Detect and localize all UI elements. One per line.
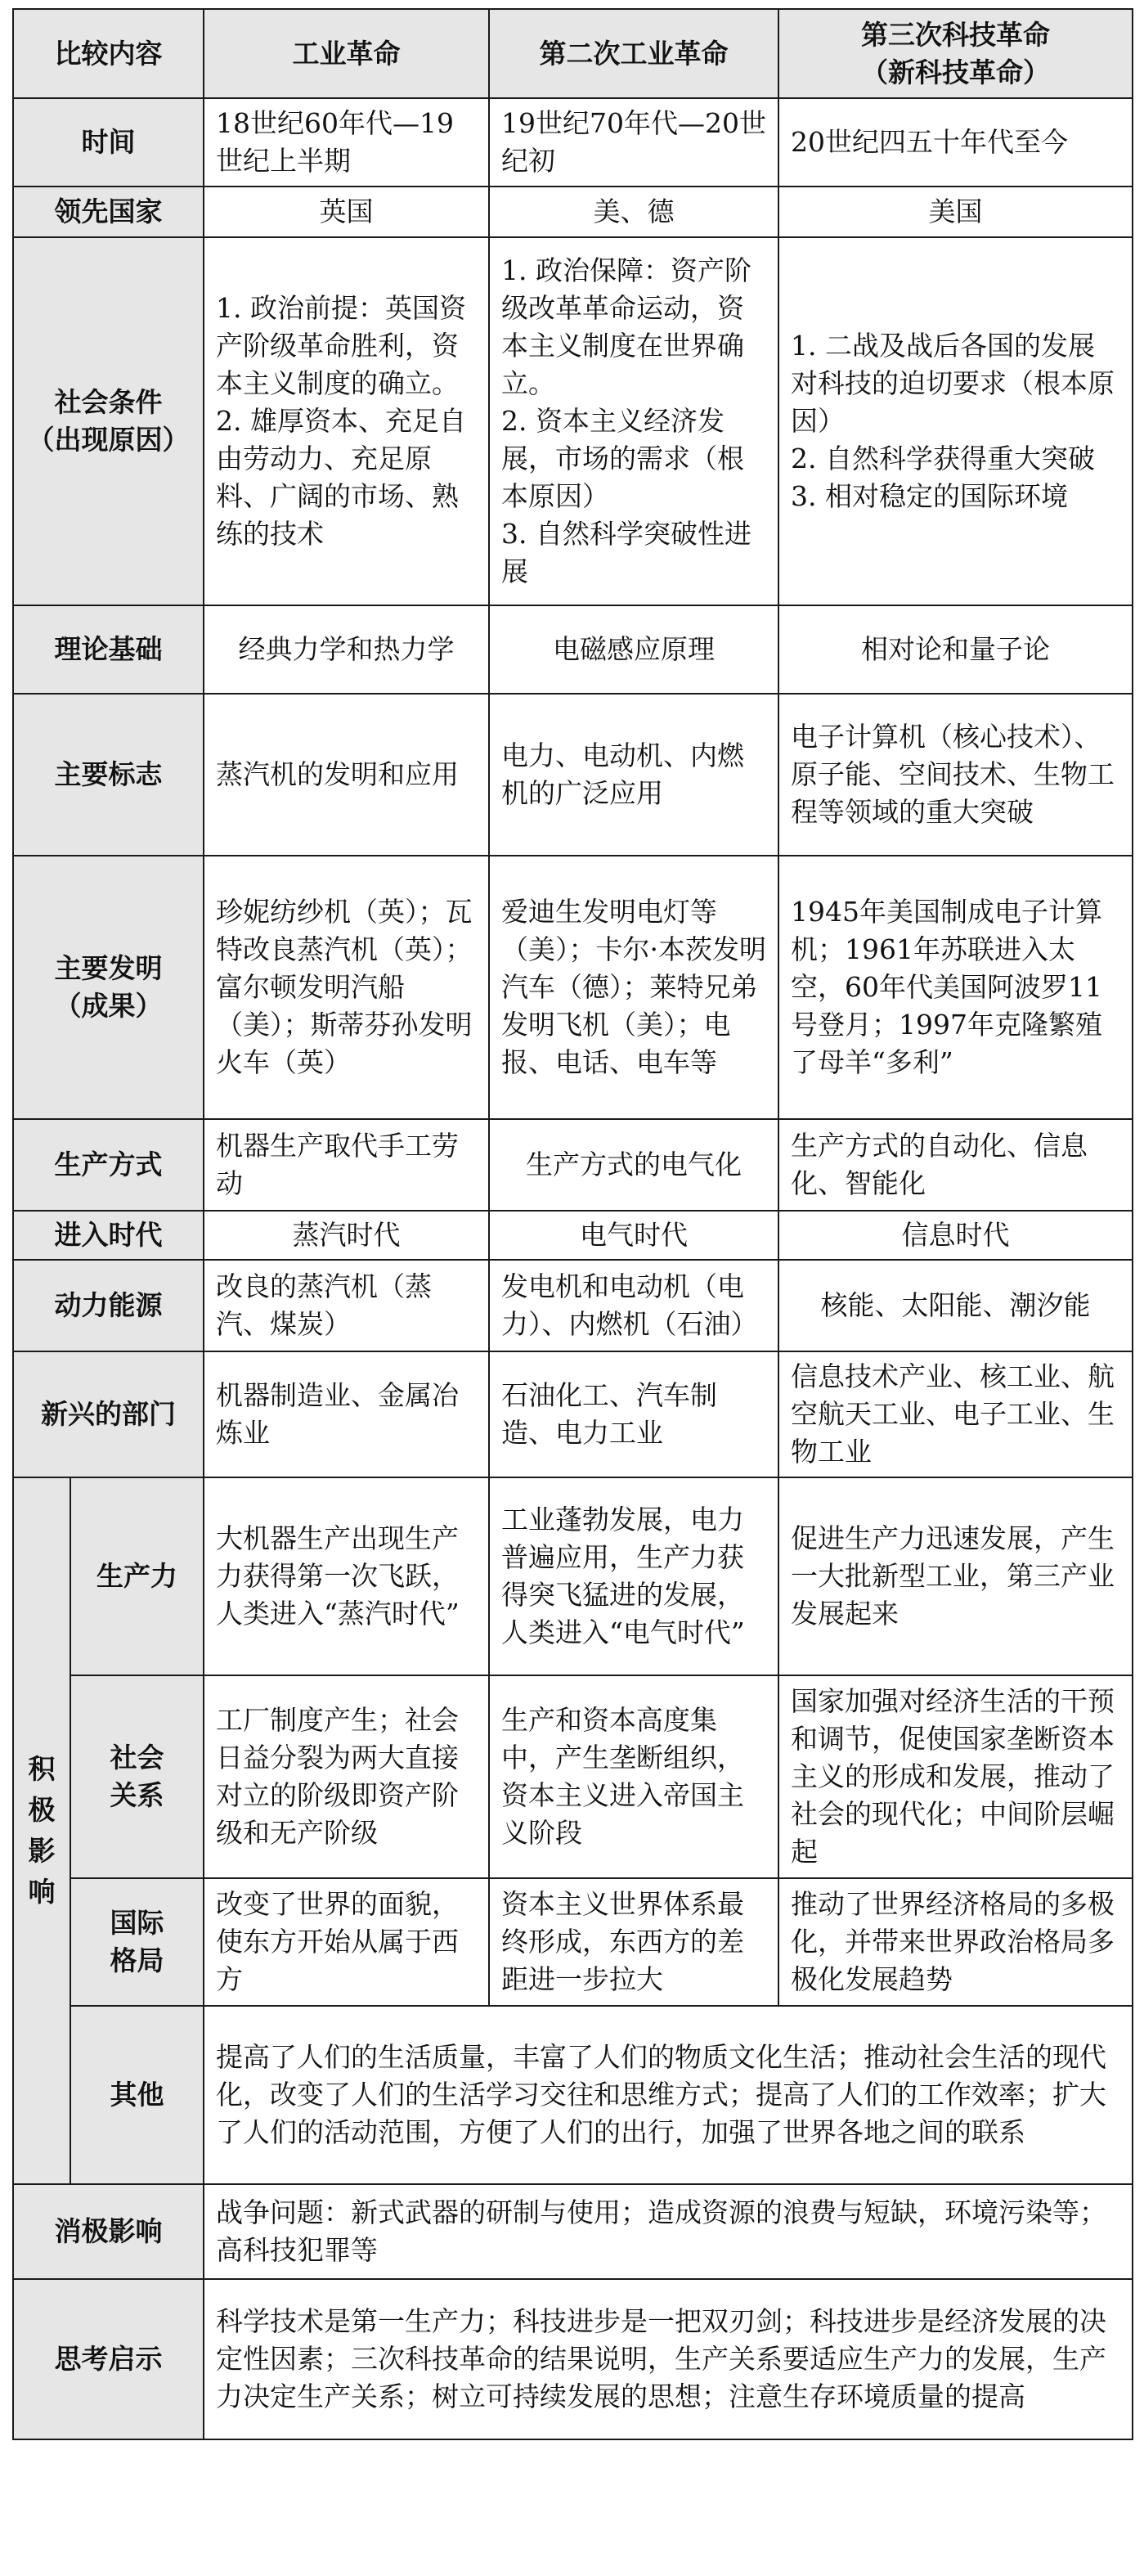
row-new-sectors-label: 新兴的部门 <box>13 1351 204 1477</box>
row-conditions-label-sub: （出现原因） <box>27 424 190 456</box>
row-main-symbol-c1: 蒸汽机的发明和应用 <box>204 694 489 856</box>
header-col-revolution-1 <box>204 9 489 98</box>
row-main-symbol-label: 主要标志 <box>13 694 204 856</box>
row-positive-other <box>13 2006 1133 2184</box>
row-positive-social-c1: 工厂制度产生；社会日益分裂为两大直接对立的阶级即资产阶级和无产阶级 <box>204 1675 489 1878</box>
row-leading-country-c1: 英国 <box>204 187 489 237</box>
row-time-c1: 18世纪60年代—19世纪上半期 <box>204 98 489 187</box>
row-time-c2: 19世纪70年代—20世纪初 <box>489 98 778 187</box>
row-inventions-label-cell <box>13 856 204 1119</box>
header-col-revolution-3 <box>778 9 1133 98</box>
header-col-revolution-2 <box>489 9 778 98</box>
row-theory-c1: 经典力学和热力学 <box>204 605 489 694</box>
row-conditions-c1: 1. 政治前提：英国资产阶级革命胜利，资本主义制度的确立。 2. 雄厚资本、充足自由劳动力、充足原料、广阔的市场、熟练的技术 <box>204 237 489 605</box>
row-positive-social-c2: 生产和资本高度集中，产生垄断组织，资本主义进入帝国主义阶段 <box>489 1675 778 1878</box>
row-era-c3: 信息时代 <box>778 1211 1133 1260</box>
row-insight <box>13 2279 1133 2439</box>
row-positive-productivity-c2: 工业蓬勃发展，电力普遍应用，生产力获得突飞猛进的发展，人类进入“电气时代” <box>489 1477 778 1675</box>
row-new-sectors-c2: 石油化工、汽车制造、电力工业 <box>489 1351 778 1477</box>
row-era-label: 进入时代 <box>13 1211 204 1260</box>
positive-impact-label-cell <box>13 1477 70 2184</box>
row-positive-other-text: 提高了人们的生活质量，丰富了人们的物质文化生活；推动社会生活的现代化，改变了人们的生活学习交往和思维方式；提高了人们的工作效率；扩大了人们的活动范围，方便了人们的出行，加强了世界各地之间的联系 <box>204 2006 1133 2184</box>
row-inventions-c1: 珍妮纺纱机（英）；瓦特改良蒸汽机（英）；富尔顿发明汽船（美）；斯蒂芬孙发明火车（英） <box>204 856 489 1119</box>
row-inventions-c3: 1945年美国制成电子计算机；1961年苏联进入太空，60年代美国阿波罗11号登月；1997年克隆繁殖了母羊“多利” <box>778 856 1133 1119</box>
row-positive-international-c3: 推动了世界经济格局的多极化，并带来世界政治格局多极化发展趋势 <box>778 1878 1133 2006</box>
row-positive-productivity <box>13 1477 1133 1675</box>
row-era-c1: 蒸汽时代 <box>204 1211 489 1260</box>
row-insight-text: 科学技术是第一生产力；科技进步是一把双刃剑；科技进步是经济发展的决定性因素；三次科技革命的结果说明，生产关系要适应生产力的发展，生产力决定生产关系；树立可持续发展的思想；注意生存环境质量的提高 <box>204 2279 1133 2439</box>
row-production-mode-label: 生产方式 <box>13 1119 204 1211</box>
row-positive-social-label-text: 社会关系 <box>110 1742 164 1811</box>
header-col-compare <box>13 9 204 98</box>
row-positive-international-c2: 资本主义世界体系最终形成，东西方的差距进一步拉大 <box>489 1878 778 2006</box>
row-positive-productivity-c3: 促进生产力迅速发展，产生一大批新型工业，第三产业发展起来 <box>778 1477 1133 1675</box>
row-energy-c3: 核能、太阳能、潮汐能 <box>778 1260 1133 1351</box>
row-new-sectors-c1: 机器制造业、金属冶炼业 <box>204 1351 489 1477</box>
row-time-c3: 20世纪四五十年代至今 <box>778 98 1133 187</box>
row-positive-international-label-text: 国际格局 <box>110 1907 164 1976</box>
row-positive-social-label <box>70 1675 204 1878</box>
row-positive-productivity-c1: 大机器生产出现生产力获得第一次飞跃，人类进入“蒸汽时代” <box>204 1477 489 1675</box>
header-col-revolution-1-text: 工业革命 <box>292 37 401 70</box>
comparison-table <box>12 8 1133 2440</box>
row-conditions-c3: 1. 二战及战后各国的发展对科技的迫切要求（根本原因） 2. 自然科学获得重大突破 3. 相对稳定的国际环境 <box>778 237 1133 605</box>
row-theory-label: 理论基础 <box>13 605 204 694</box>
row-positive-social-c3: 国家加强对经济生活的干预和调节，促使国家垄断资本主义的形成和发展，推动了社会的现代化；中间阶层崛起 <box>778 1675 1133 1878</box>
row-inventions <box>13 856 1133 1119</box>
row-leading-country-label: 领先国家 <box>13 187 204 237</box>
row-energy-c2: 发电机和电动机（电力）、内燃机（石油） <box>489 1260 778 1351</box>
row-time-label: 时间 <box>13 98 204 187</box>
header-row <box>13 9 1133 98</box>
row-negative-impact-label: 消极影响 <box>13 2184 204 2279</box>
row-positive-international-label <box>70 1878 204 2006</box>
positive-impact-label: 积极影响 <box>28 1753 56 1908</box>
row-insight-label: 思考启示 <box>13 2279 204 2439</box>
row-inventions-label-sub: （成果） <box>54 990 163 1022</box>
row-era <box>13 1211 1133 1260</box>
row-inventions-c2: 爱迪生发明电灯等（美）；卡尔·本茨发明汽车（德）；莱特兄弟发明飞机（美）；电报、电话、电车等 <box>489 856 778 1119</box>
header-col-revolution-3-subtitle: （新科技革命） <box>861 56 1050 88</box>
row-positive-international <box>13 1878 1133 2006</box>
row-main-symbol <box>13 694 1133 856</box>
row-era-c2: 电气时代 <box>489 1211 778 1260</box>
row-time <box>13 98 1133 187</box>
row-positive-international-c1: 改变了世界的面貌，使东方开始从属于西方 <box>204 1878 489 2006</box>
row-main-symbol-c3: 电子计算机（核心技术）、原子能、空间技术、生物工程等领域的重大突破 <box>778 694 1133 856</box>
row-positive-social <box>13 1675 1133 1878</box>
row-new-sectors <box>13 1351 1133 1477</box>
row-positive-other-label: 其他 <box>70 2006 204 2184</box>
row-positive-productivity-label: 生产力 <box>70 1477 204 1675</box>
row-conditions-label: 社会条件 <box>54 386 163 418</box>
row-main-symbol-c2: 电力、电动机、内燃机的广泛应用 <box>489 694 778 856</box>
row-conditions-c2: 1. 政治保障：资产阶级改革革命运动，资本主义制度在世界确立。 2. 资本主义经济发展，市场的需求（根本原因） 3. 自然科学突破性进展 <box>489 237 778 605</box>
row-negative-impact-text: 战争问题：新式武器的研制与使用；造成资源的浪费与短缺，环境污染等；高科技犯罪等 <box>204 2184 1133 2279</box>
row-theory <box>13 605 1133 694</box>
header-col-compare-text: 比较内容 <box>54 37 163 70</box>
row-conditions-label-cell <box>13 237 204 605</box>
row-conditions <box>13 237 1133 605</box>
row-leading-country-c2: 美、德 <box>489 187 778 237</box>
row-energy-c1: 改良的蒸汽机（蒸汽、煤炭） <box>204 1260 489 1351</box>
row-new-sectors-c3: 信息技术产业、核工业、航空航天工业、电子工业、生物工业 <box>778 1351 1133 1477</box>
row-theory-c2: 电磁感应原理 <box>489 605 778 694</box>
row-energy-label: 动力能源 <box>13 1260 204 1351</box>
row-inventions-label: 主要发明 <box>54 952 163 984</box>
row-production-mode <box>13 1119 1133 1211</box>
row-theory-c3: 相对论和量子论 <box>778 605 1133 694</box>
row-production-mode-c3: 生产方式的自动化、信息化、智能化 <box>778 1119 1133 1211</box>
row-leading-country-c3: 美国 <box>778 187 1133 237</box>
row-production-mode-c2: 生产方式的电气化 <box>489 1119 778 1211</box>
row-energy <box>13 1260 1133 1351</box>
row-leading-country <box>13 187 1133 237</box>
row-production-mode-c1: 机器生产取代手工劳动 <box>204 1119 489 1211</box>
header-col-revolution-3-text: 第三次科技革命 <box>861 18 1050 51</box>
row-negative-impact <box>13 2184 1133 2279</box>
header-col-revolution-2-text: 第二次工业革命 <box>539 37 729 70</box>
